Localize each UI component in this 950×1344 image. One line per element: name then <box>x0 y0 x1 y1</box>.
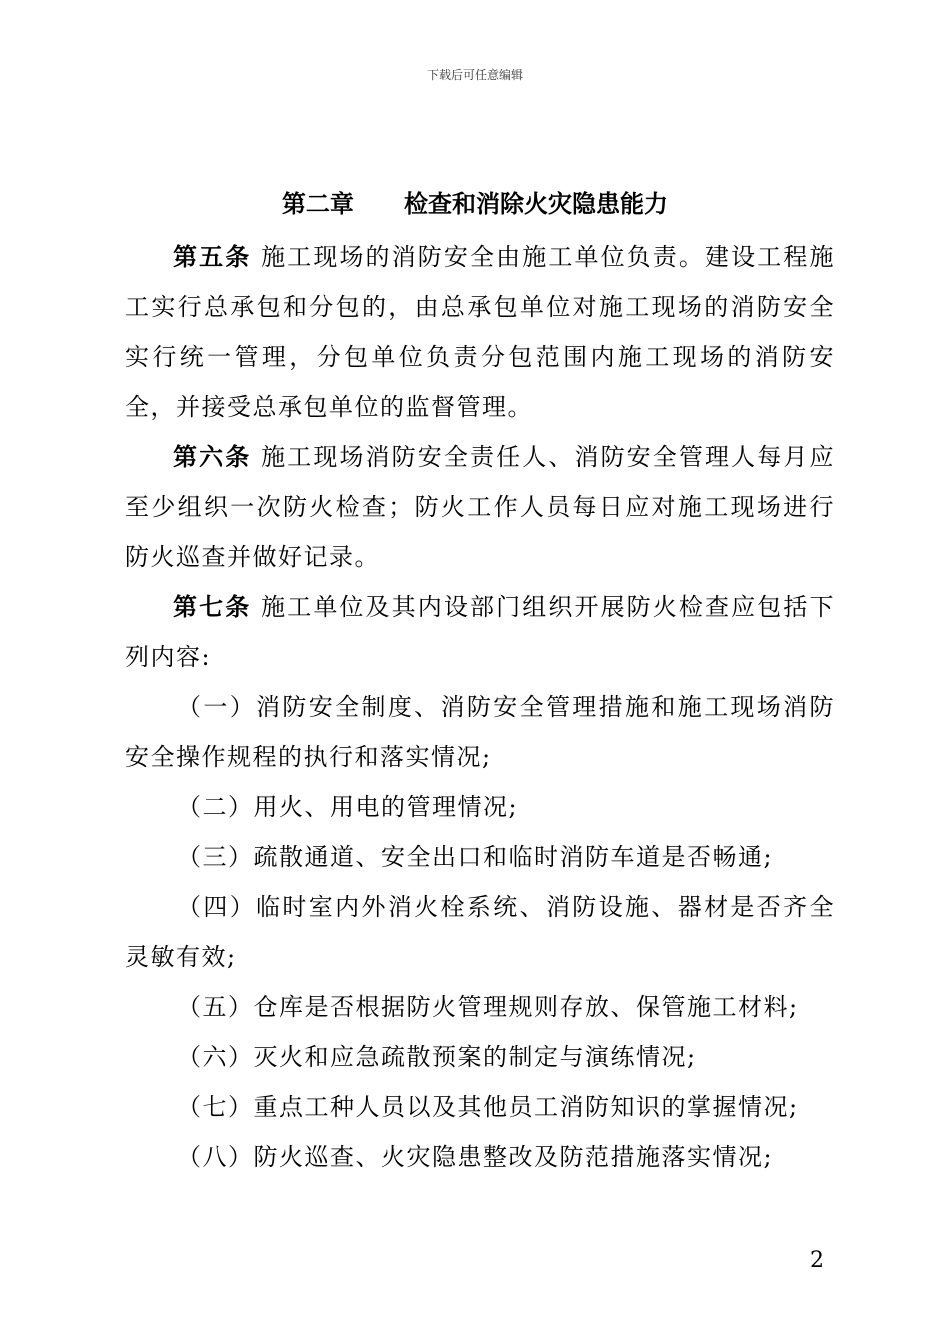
article-5 <box>125 232 835 432</box>
document-body <box>125 232 835 1182</box>
article-label: 第六条 <box>173 442 252 471</box>
article-text: 施工现场消防安全责任人、消防安全管理人每月应至少组织一次防火检查；防火工作人员每日应对施工现场进行防火巡查并做好记录。 <box>125 443 835 571</box>
article-text: 施工单位及其内设部门组织开展防火检查应包括下列内容: <box>125 593 835 671</box>
list-item: （三）疏散通道、安全出口和临时消防车道是否畅通; <box>177 843 774 871</box>
article-text: 施工现场的消防安全由施工单位负责。建设工程施工实行总承包和分包的，由总承包单位对施工现场的消防安全实行统一管理，分包单位负责分包范围内施工现场的消防安全，并接受总承包单位的监督管理。 <box>125 243 835 421</box>
list-item: （六）灭火和应急疏散预案的制定与演练情况; <box>177 1043 697 1071</box>
list-item: （五）仓库是否根据防火管理规则存放、保管施工材料; <box>177 993 799 1021</box>
chapter-title: 第二章 检查和消除火灾隐患能力 <box>281 189 669 218</box>
list-item: （七）重点工种人员以及其他员工消防知识的掌握情况; <box>177 1093 799 1121</box>
article-7 <box>125 582 835 682</box>
article-6 <box>125 432 835 582</box>
list-item: （四）临时室内外消火栓系统、消防设施、器材是否齐全灵敏有效; <box>125 893 835 971</box>
page-header: 下载后可任意编辑 <box>426 68 523 82</box>
list-item: （一）消防安全制度、消防安全管理措施和施工现场消防安全操作规程的执行和落实情况; <box>125 693 835 771</box>
article-label: 第七条 <box>173 592 252 621</box>
article-label: 第五条 <box>173 242 252 271</box>
list-item: （二）用火、用电的管理情况; <box>177 793 519 821</box>
page-number: 2 <box>810 1248 824 1273</box>
list-item: （八）防火巡查、火灾隐患整改及防范措施落实情况; <box>177 1143 774 1171</box>
